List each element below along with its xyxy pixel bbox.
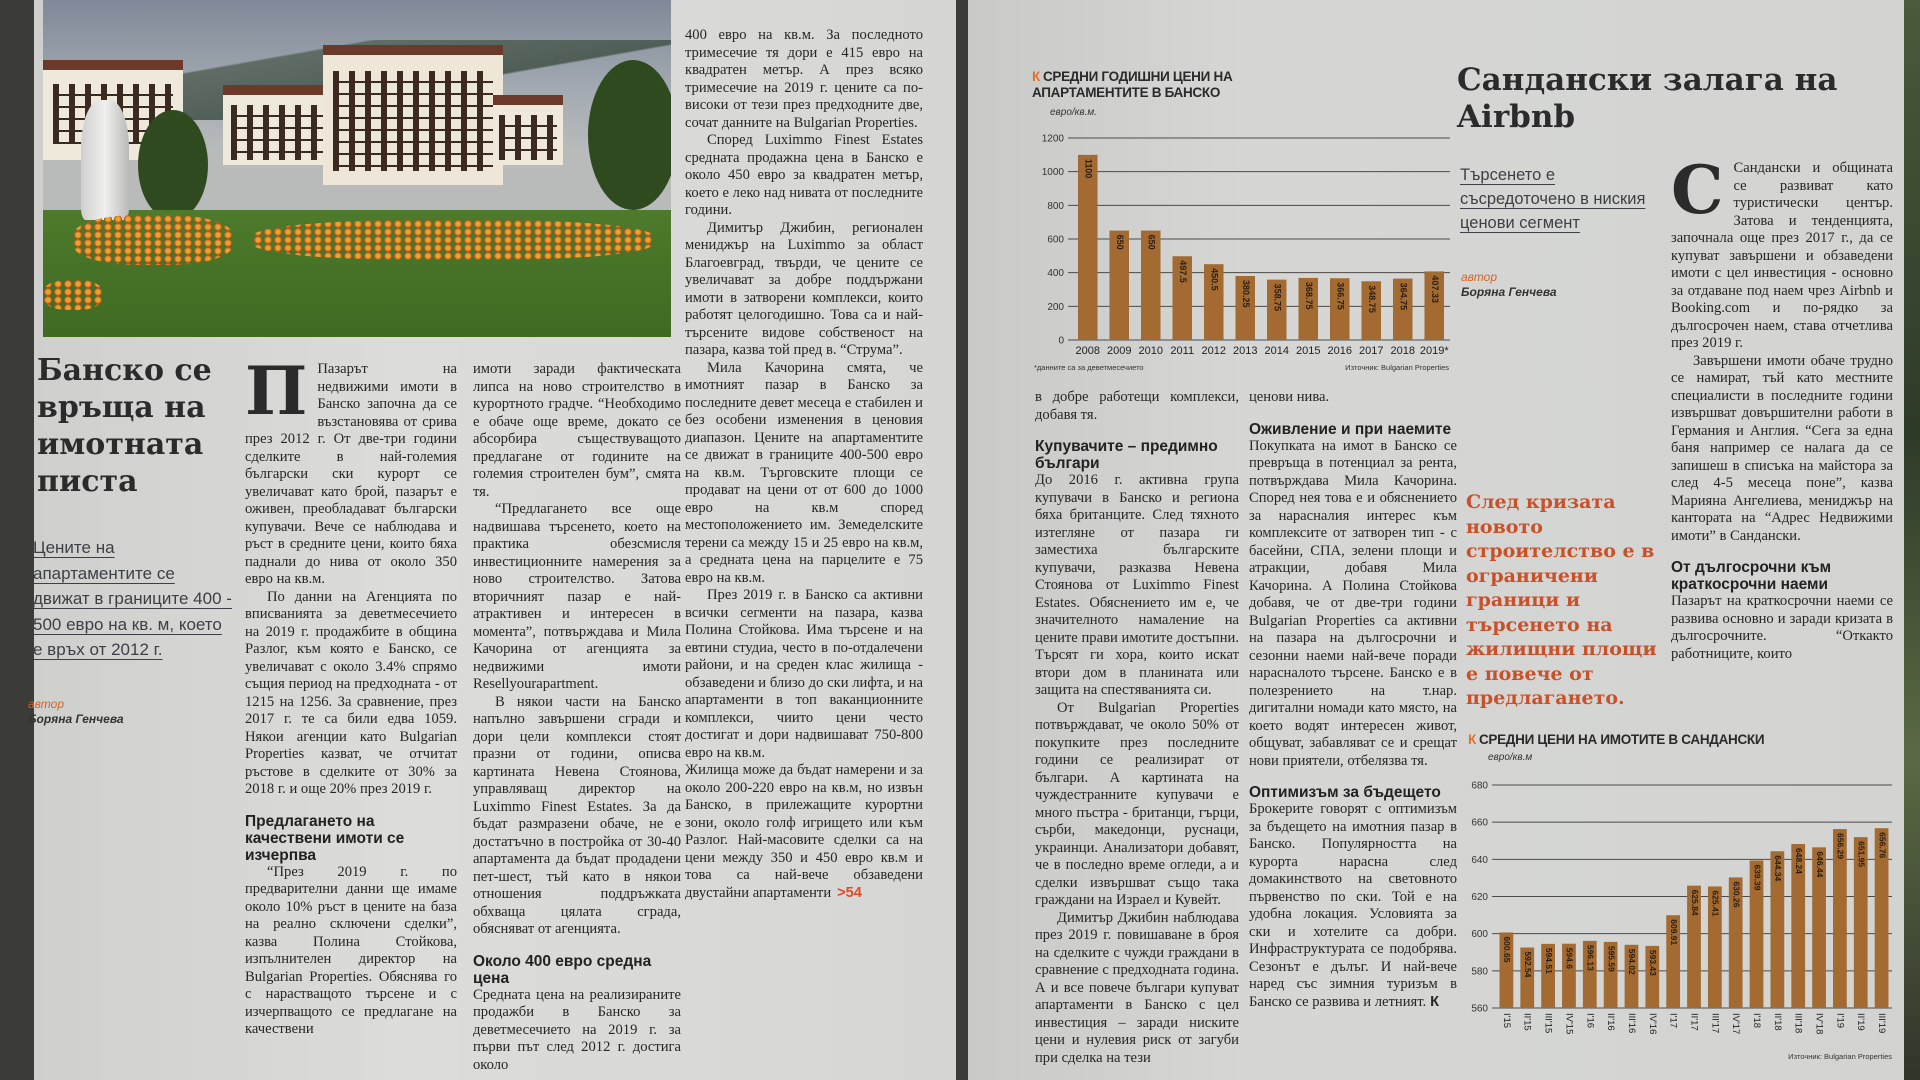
y-tick-label: 600 (1471, 929, 1488, 941)
bar-value-label: 656.29 (1835, 833, 1846, 860)
bar-value-label: 625.41 (1710, 890, 1721, 917)
chart-plot (1466, 730, 1896, 1050)
bar-value-label: 650 (1146, 234, 1157, 250)
sidebar-column (1671, 160, 1893, 720)
article-column-3 (685, 27, 923, 1077)
magazine-logo: К (1032, 69, 1040, 84)
continued-on-page-link[interactable]: >54 (837, 884, 862, 901)
sidebar-author-name: Боряна Генчева (1461, 285, 1557, 299)
x-tick-label: 2011 (1170, 345, 1195, 357)
chart-sandanski-prices (1466, 730, 1896, 1070)
chart-title: К СРЕДНИ ЦЕНИ НА ИМОТИТЕ В САНДАНСКИ (1468, 732, 1765, 747)
sidebar-subtitle: Търсенето е съсредоточено в ниския ценови сегмент (1460, 166, 1646, 232)
paragraph: Пазарът на недвижими имоти в Банско започна да се възстановява от срива през 2012 г. От две-три години сделките в най-големия български ски курорт се увеличават като брой, пазарът е оживен, преобладават български купувачи. Вече се наблюдава и ръст в средните цени, които бяха паднали до нива от около 350 евро на кв.м. (245, 361, 457, 587)
bar-value-label: 594.02 (1627, 948, 1638, 975)
x-tick-label: 2010 (1138, 345, 1163, 357)
chart-source: Източник: Bulgarian Properties (1788, 1052, 1892, 1061)
sidebar-author-label: автор (1461, 270, 1498, 284)
bar-value-label: 407.33 (1429, 275, 1440, 303)
x-tick-label: 2019* (1419, 345, 1449, 357)
y-tick-label: 0 (1058, 335, 1064, 347)
bar-value-label: 651.95 (1856, 841, 1867, 868)
author-name: Боряна Генчева (28, 712, 124, 726)
bar (1078, 155, 1098, 340)
bar-value-label: 450.5 (1209, 268, 1220, 291)
y-tick-label: 1000 (1041, 167, 1064, 179)
x-tick-label: III'16 (1625, 1013, 1637, 1034)
x-tick-label: IV'15 (1563, 1013, 1575, 1035)
article-headline: Банско се връща на имотната писта (37, 353, 212, 499)
y-tick-label: 680 (1471, 780, 1488, 792)
bar-value-label: 609.91 (1668, 919, 1679, 946)
paragraph: имоти заради фактическата липса на ново строителство в курортното градче. “Необходимо е обаче още време, докато се абсорбира съществуващото предлагане от годините на големия строителен бум”, смята тя. (473, 361, 681, 500)
author-label: автор (28, 697, 65, 711)
y-tick-label: 620 (1471, 892, 1488, 903)
bar-value-label: 366.75 (1335, 282, 1346, 310)
chart-footnote: *данните са за деветмесечието (1034, 363, 1144, 372)
paragraph: До 2016 г. активна група купувачи в Банско и региона бяха британците. След тяхното изтегляне от пазара ги заместиха българските купувачи, разказва Невена Стоянова от Luximmo Finest Estates. Обяснението им е, че значителното намаление на цените прави имотите достъпни. Търсят ги хора, които искат втори дом в планината или защита на спестяванията си. (1035, 472, 1239, 698)
bar-value-label: 358.75 (1272, 283, 1283, 312)
chart-unit-label: евро/кв.м. (1050, 107, 1098, 118)
bar-value-label: 648.24 (1793, 848, 1804, 875)
section-heading: Предлагането на качествени имоти се изчерпва (245, 812, 405, 864)
article-column-1 (245, 361, 457, 1076)
article-subtitle: Цените на апартаментите се движат в границите 400 - 500 евро на кв. м, което е връх от 2012 г. (33, 538, 232, 659)
paragraph: В някои части на Банско напълно завършени сгради и дори цели комплекси стоят празни от години, описва картината Невена Стоянова, управляващ директор на Luximmo Finest Estates. За да бъдат размразени обаче, не е достатъчно в постройка от 30-40 апартамента да бъдат продадени пет-шест, тъй като в някои отношения поддръжката обхваща цялата сграда, обясняват от агенцията. (473, 693, 681, 937)
x-tick-label: II'17 (1688, 1013, 1700, 1031)
bar-value-label: 497.5 (1177, 260, 1188, 283)
chart-title: К СРЕДНИ ГОДИШНИ ЦЕНИ НА АПАРТАМЕНТИТЕ В БАНСКО (1032, 69, 1233, 100)
bar-value-label: 656.76 (1877, 832, 1888, 859)
bar-value-label: 593.43 (1648, 949, 1659, 976)
y-tick-label: 800 (1047, 200, 1064, 212)
chart-plot (1030, 67, 1455, 377)
paragraph: Димитър Джибин наблюдава през 2019 г. повишаване в броя на сделките с чужди граждани в сравнение с предходната година. А и все повече българи купуват апартаменти в Банско с цел инвестиция – заради ниските цени и нулевия риск от загуби при сделка на тези (1035, 909, 1239, 1066)
bar-value-label: 1100 (1083, 158, 1094, 179)
end-mark-logo: К (1430, 993, 1440, 1010)
x-tick-label: IV'18 (1813, 1013, 1825, 1035)
paragraph: Покупката на имот в Банско се превръща в потенциал за рента, потвърждава Мила Качорина. Според нея това е и обяснението за нарасналия интерес към комплексите от затворен тип - с басейни, СПА, зелени площи и атракции, добавя Мила Качорина. А Полина Стойкова добавя, че от две-три години Bulgarian Properties са активни на пазара на дългосрочни и сезонни наеми най-вече поради нарасналото търсене. Банско е в полезрението на т.нар. дигитални номади като място, на което водят интересен живот, общуват, забавляват се и срещат нови приятели, отбелязва тя. (1249, 437, 1457, 769)
bar-value-label: 644.34 (1773, 855, 1784, 882)
bar-value-label: 600.65 (1502, 936, 1513, 963)
bar-value-label: 594.51 (1543, 947, 1554, 974)
chart-unit-label: евро/кв.м (1488, 752, 1533, 763)
bar-value-label: 595.59 (1606, 945, 1617, 972)
x-tick-label: III'17 (1709, 1013, 1721, 1034)
x-tick-label: 2012 (1201, 345, 1226, 357)
paragraph: в добре работещи комплекси, добавя тя. (1035, 389, 1239, 423)
x-tick-label: III'19 (1876, 1013, 1888, 1034)
bar-value-label: 348.75 (1366, 285, 1377, 313)
paragraph: Брокерите говорят с оптимизъм за бъдещето на имотния пазар в Банско. Популярността на курорта нарасна след домакинството на световното първенство по ски. Той е на удобна локация. Условията за ски и хотелите са добри. Инфраструктурата се подобрява. Сезонът е дълъг. И най-вече наред със зимния туризъм в Банско се развива и летният. (1249, 801, 1457, 1010)
drop-cap: С (1671, 160, 1724, 229)
bar-value-label: 646.44 (1814, 851, 1825, 878)
y-tick-label: 1200 (1041, 133, 1064, 145)
paragraph: Димитър Джибин, регионален мениджър на Luximmo за област Благоевград, твърди, че цените се увеличават за добре поддържани имоти в затворени комплекси, които работят целогодишно. Това са и най-търсените видове собственост на пазара, казва той пред в. “Струма”. (685, 219, 923, 358)
article-column-2 (473, 361, 681, 1076)
bar-value-label: 364.75 (1398, 282, 1409, 311)
x-tick-label: IV'17 (1730, 1013, 1742, 1035)
x-tick-label: IV'16 (1646, 1013, 1658, 1035)
article-column-4 (1035, 389, 1239, 1079)
article-column-5 (1249, 389, 1457, 1079)
paragraph: ценови нива. (1249, 389, 1330, 405)
chart-source: Източник: Bulgarian Properties (1345, 363, 1449, 372)
y-tick-label: 640 (1471, 854, 1488, 866)
x-tick-label: I'19 (1834, 1013, 1846, 1029)
paragraph: Жилища може да бъдат намерени и за около 200-220 евро на кв.м, но извън Банско, в прилежащите курортни зони, около голф игрището или към Разлог. Най-масовите сделки са на цени между 350 и 450 евро кв.м и това са най-вече обзаведени двустайни апартаменти (685, 762, 923, 901)
magazine-logo: К (1468, 732, 1476, 747)
x-tick-label: 2009 (1107, 345, 1132, 357)
paragraph: “През 2019 г. по предварителни данни ще имаме около 10% ръст в цените на база на реално сключени сделки”, казва Полина Стойкова, изпълнителен директор на Bulgarian Properties. Обяснява го с нарастващото търсене и с изчерпващото се предлагане на качествени (245, 863, 457, 1037)
paragraph: Средната цена на реализираните продажби в Банско за деветмесечието на 2019 г. за първи път след 2012 г. достига около (473, 986, 681, 1073)
x-tick-label: III'18 (1792, 1013, 1804, 1034)
paragraph: 400 евро на кв.м. За последното тримесечие тя дори е 415 евро на квадратен метър. А през всяко тримесечие на 2019 г. цените са по-високи от тези през предходните две, сочат данните на Bulgarian Properties. (685, 27, 923, 131)
paragraph: Сандански и общината се развиват като туристически център. Затова и тенденцията, започнала още през 2017 г., да се купуват завършени и обзаведени имоти с цел инвестиция - основно за отдаване под наем чрез Airbnb и Booking.com и по-рядко за дългосрочен наем, става отчетлива през 2019 г. (1671, 160, 1893, 351)
y-tick-label: 660 (1471, 817, 1488, 829)
bar-value-label: 368.75 (1303, 281, 1314, 310)
y-tick-label: 600 (1047, 234, 1064, 246)
paragraph: По данни на Агенцията по вписванията за деветмесечието на 2019 г. продажбите в община Разлог, към която е Банско, се увеличават с около 3.4% спрямо същия период на предходната - от 1215 на 1256. За сравнение, през 2017 г. те са били едва 1059. Някои агенции като Bulgarian Properties казват, че отчитат ръстове в сделките от 30% за 2018 г. и още 20% през 2019 г. (245, 588, 457, 797)
x-tick-label: 2014 (1264, 345, 1289, 357)
bansko-photo (43, 0, 671, 337)
drop-cap: П (245, 361, 308, 430)
x-tick-label: I'17 (1667, 1013, 1679, 1029)
y-tick-label: 200 (1047, 301, 1064, 313)
x-tick-label: I'16 (1584, 1013, 1596, 1029)
x-tick-label: III'15 (1542, 1013, 1554, 1034)
x-tick-label: 2017 (1359, 345, 1384, 357)
bar-value-label: 639.39 (1752, 864, 1763, 891)
bar-value-label: 630.26 (1731, 881, 1742, 908)
section-heading: Оптимизъм за бъдещето (1249, 784, 1441, 801)
x-tick-label: II'19 (1855, 1013, 1867, 1031)
paragraph: Завършени имоти обаче трудно се намират, тъй като местните специалисти в последните години извършват довършителни работи в Германия и Англия. “Сега за една баня например се налага да се запишеш в списъка на майстора за след 4-5 месеца поне”, казва Марияна Ангелиева, мениджър на кантората на “Адрес Недвижими имоти” в Сандански. (1671, 352, 1893, 544)
bar-value-label: 596.13 (1585, 944, 1596, 971)
chart-bansko-annual-prices (1030, 67, 1455, 377)
x-tick-label: 2008 (1075, 345, 1100, 357)
x-tick-label: II'16 (1605, 1013, 1617, 1031)
x-tick-label: II'15 (1521, 1013, 1533, 1031)
section-heading: От дългосрочни към краткосрочни наеми (1671, 559, 1832, 593)
x-tick-label: 2018 (1390, 345, 1415, 357)
y-tick-label: 580 (1471, 966, 1488, 978)
x-tick-label: I'18 (1751, 1013, 1763, 1029)
bar-value-label: 625.84 (1689, 889, 1700, 916)
paragraph: Мила Качорина смята, че имотният пазар в Банско за последните девет месеца е стабилен и без особени изменения в ценовия диапазон. Цените на апартаментите се движат в границите 400-500 евро на кв.м. Търговските площи се продават на цени от от 600 до 1000 евро на кв.м според местоположението им. Земеделските терени са между 15 и 25 евро на кв.м, а средната цена на парцелите е 75 евро на кв.м. (685, 359, 923, 586)
paragraph: “Предлагането все още надвишава търсенето, което на практика обезсмисля инвестиционните намерения за ново строителство. Затова вторичният пазар е най-атрактивен и интересен в момента”, потвърждава и Мила Качорина от агенцията за недвижими имоти Resellyourapartment. (473, 501, 681, 692)
pull-quote: След кризата новото строителство е в ограничени граници и търсенето на жилищни площи е повече от предлагането. (1466, 491, 1657, 709)
paragraph: Пазарът на краткосрочни наеми се развива основно и заради кризата в дългосрочните. “Откакто работниците, които (1671, 593, 1893, 662)
sidebar-headline: Сандански залага на Airbnb (1457, 62, 1838, 135)
bar-value-label: 380.25 (1240, 279, 1251, 308)
next-page-photo-edge (1904, 0, 1920, 1080)
section-heading: Купувачите – предимно българи (1035, 438, 1218, 472)
paragraph: През 2019 г. в Банско са активни всички сегменти на пазара, казва Полина Стойкова. Има търсене и на евтини студиа, често в по-отдалечени райони, и на среден клас жилища - обзаведени и близо до ски лифта, и на апартаменти в топ ваканционните комплекси, чиито цени често достигат и дори надвишават 750-800 евро на кв.м. (685, 587, 923, 761)
paragraph: Според Luximmo Finest Estates средната продажна цена в Банско е около 450 евро за квадратен метър, което е леко над нивата от последните години. (685, 132, 923, 218)
y-tick-label: 400 (1047, 268, 1064, 280)
x-tick-label: I'15 (1500, 1013, 1512, 1029)
section-heading: Около 400 евро средна цена (473, 952, 652, 987)
x-tick-label: II'18 (1771, 1013, 1783, 1031)
bar-value-label: 650 (1114, 234, 1125, 250)
paragraph: От Bulgarian Properties потвърждават, че около 50% от покупките през последните години се реализират от българи. А картината на чуждестранните купувачи е много пъстра - британци, гърци, сърби, македонци, руснаци, украинци. Анализатори добавят, че в последно време огледи, а и сделки извършват също така граждани на Израел и Кувейт. (1035, 699, 1239, 908)
bar-value-label: 592.54 (1523, 951, 1534, 978)
x-tick-label: 2013 (1233, 345, 1258, 357)
section-heading: Оживление и при наемите (1249, 420, 1452, 438)
x-tick-label: 2016 (1327, 345, 1352, 357)
y-tick-label: 560 (1471, 1003, 1488, 1015)
bar-value-label: 594.6 (1564, 947, 1575, 969)
x-tick-label: 2015 (1296, 345, 1321, 357)
